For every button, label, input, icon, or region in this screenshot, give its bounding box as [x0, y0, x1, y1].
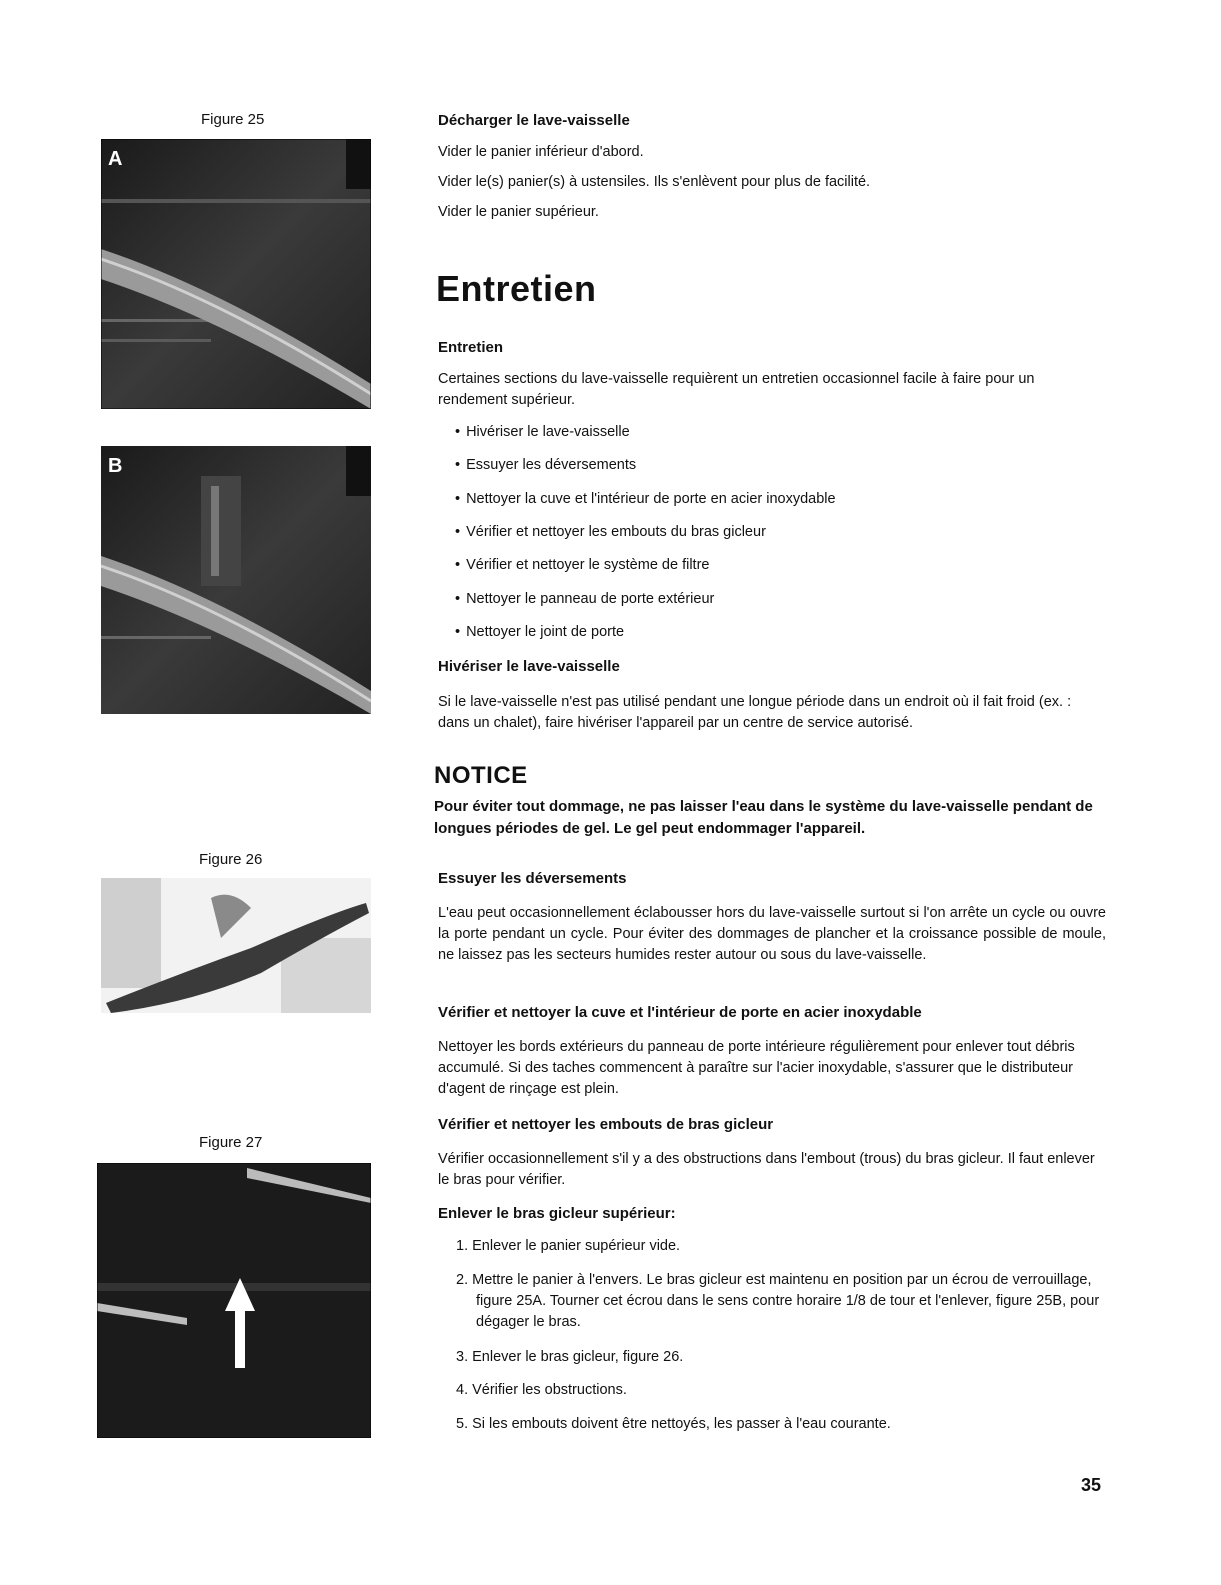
maintenance-bullet: • Nettoyer la cuve et l'intérieur de porte en acier inoxydable	[455, 491, 836, 507]
maintenance-subheading: Entretien	[438, 339, 504, 356]
page-number: 35	[1080, 1475, 1101, 1495]
upper-arm-heading: Enlever le bras gicleur supérieur:	[438, 1205, 676, 1222]
tub-heading: Vérifier et nettoyer la cuve et l'intérieur de porte en acier inoxydable	[438, 1004, 922, 1021]
figure-25b-tag: B	[108, 455, 123, 477]
maintenance-bullet: • Nettoyer le joint de porte	[455, 624, 624, 640]
figure-25a-photo	[101, 139, 371, 409]
upper-arm-step: 1. Enlever le panier supérieur vide.	[456, 1238, 681, 1254]
winterize-heading: Hivériser le lave-vaisselle	[438, 658, 620, 675]
maintenance-bullet: • Hivériser le lave-vaisselle	[455, 424, 630, 440]
maintenance-intro: Certaines sections du lave-vaisselle requièrent un entretien occasionnel facile à faire pour un rendement supérieur.	[438, 371, 1035, 408]
upper-arm-step: 5. Si les embouts doivent être nettoyés, les passer à l'eau courante.	[456, 1416, 891, 1432]
spills-heading: Essuyer les déversements	[438, 870, 627, 887]
figure-26-label: Figure 26	[199, 851, 263, 868]
unload-heading: Décharger le lave-vaisselle	[438, 112, 630, 129]
unload-line-2: Vider le(s) panier(s) à ustensiles. Ils s'enlèvent pour plus de facilité.	[438, 174, 871, 190]
notice-title: NOTICE	[434, 762, 528, 789]
maintenance-bullet: • Nettoyer le panneau de porte extérieur	[455, 591, 714, 607]
figure-27-photo	[97, 1163, 371, 1438]
tub-body: Nettoyer les bords extérieurs du panneau de porte intérieure régulièrement pour enlever tout débris accumulé. Si des taches commencent à paraître sur l'acier inoxydable, s'assurer que le distributeur d'agent de rinçage est plein.	[438, 1039, 1075, 1097]
figure-25-label: Figure 25	[201, 111, 265, 128]
figure-25b-photo	[101, 446, 371, 714]
nozzles-body: Vérifier occasionnellement s'il y a des obstructions dans l'embout (trous) du bras gicleur. Il faut enlever le bras pour vérifier.	[438, 1151, 1095, 1188]
page-title: Entretien	[436, 268, 597, 309]
maintenance-bullet: • Vérifier et nettoyer le système de filtre	[455, 557, 709, 573]
unload-line-1: Vider le panier inférieur d'abord.	[438, 144, 644, 160]
nozzles-heading: Vérifier et nettoyer les embouts de bras gicleur	[438, 1116, 774, 1133]
maintenance-bullet: • Vérifier et nettoyer les embouts du bras gicleur	[455, 524, 766, 540]
notice-body: Pour éviter tout dommage, ne pas laisser l'eau dans le système du lave-vaisselle pendant de longues périodes de gel. Le gel peut endommager l'appareil.	[434, 798, 1093, 837]
spills-body: L'eau peut occasionnellement éclabousser hors du lave-vaisselle surtout si l'on arrête un cycle ou ouvre la porte pendant un cycle. Pour éviter des dommages de plancher et la croissance possible de moule, ne laissez pas les secteurs humides rester autour ou sous du lave-vaisselle.	[438, 905, 1106, 963]
maintenance-bullet: • Essuyer les déversements	[455, 457, 636, 473]
winterize-body: Si le lave-vaisselle n'est pas utilisé pendant une longue période dans un endroit où il fait froid (ex. : dans un chalet), faire hivériser l'appareil par un centre de service autorisé.	[438, 694, 1072, 731]
upper-arm-step: 3. Enlever le bras gicleur, figure 26.	[456, 1349, 684, 1365]
figure-27-label: Figure 27	[199, 1134, 263, 1151]
upper-arm-step: 4. Vérifier les obstructions.	[456, 1382, 627, 1398]
figure-25a-tag: A	[108, 148, 123, 170]
figure-26-photo	[101, 878, 371, 1013]
upper-arm-step: 2. Mettre le panier à l'envers. Le bras gicleur est maintenu en position par un écrou de verrouillage, figure 25A. Tourner cet écrou dans le sens contre horaire 1/8 de tour et l'enlever, figure 25B, pour dégager le bras.	[456, 1272, 1100, 1330]
unload-line-3: Vider le panier supérieur.	[438, 204, 599, 220]
